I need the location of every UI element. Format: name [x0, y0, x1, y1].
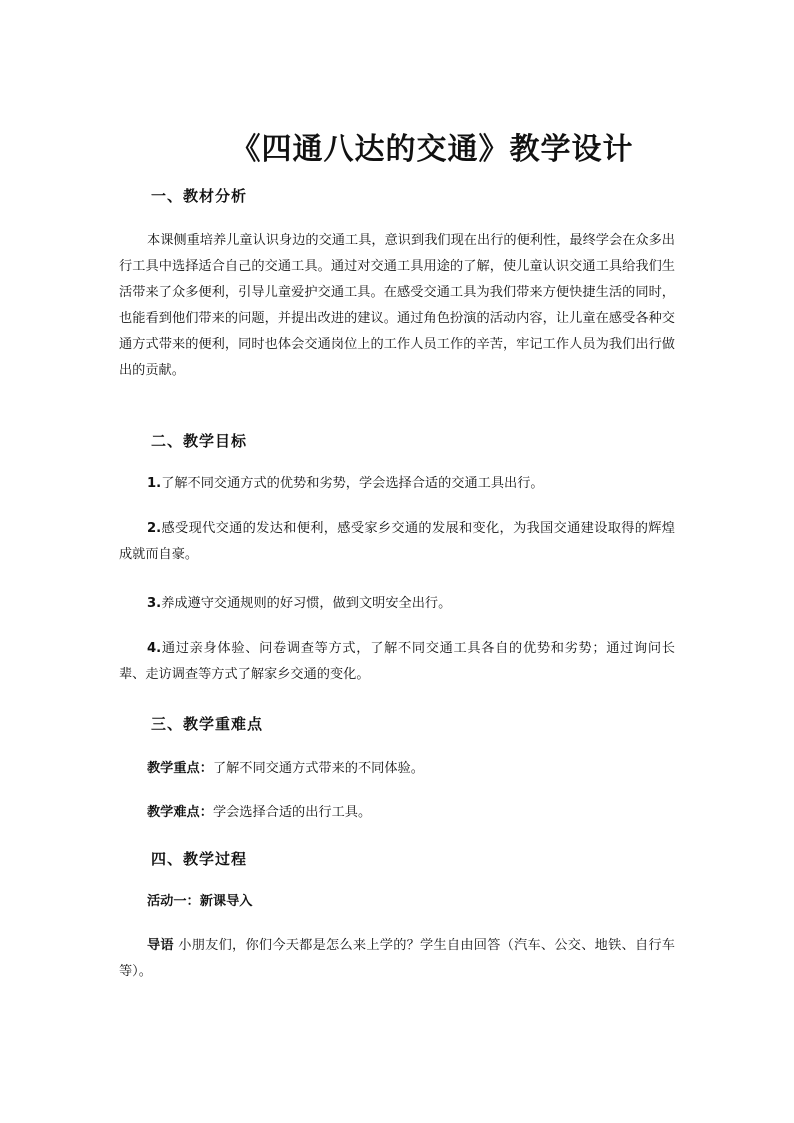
- goal-item-4: 4.通过亲身体验、问卷调查等方式，了解不同交通工具各自的优势和劣势；通过询问长辈、走访调查等方式了解家乡交通的变化。: [119, 641, 675, 682]
- difficult-point-line: 教学难点：学会选择合适的出行工具。: [147, 805, 372, 820]
- section-heading-key-points: 三、教学重难点: [151, 715, 264, 733]
- analysis-paragraph: 本课侧重培养儿童认识身边的交通工具，意识到我们现在出行的便利性，最终学会在众多出行工具中选择适合自己的交通工具。通过对交通工具用途的了解，使儿童认识交通工具给我们生活带来了众多便利，引导儿童爱护交通工具。在感受交通工具为我们带来方便快捷生活的同时，也能看到他们带来的问题，并提出改进的建议。通过角色扮演的活动内容，让儿童在感受各种交通方式带来的便利，同时也体会交通岗位上的工作人员工作的辛苦，牢记工作人员为我们出行做出的贡献。: [119, 233, 675, 378]
- goal-item-2: 2.感受现代交通的发达和便利，感受家乡交通的发展和变化，为我国交通建设取得的辉煌成就而自豪。: [119, 521, 675, 562]
- goal-item-3: 3.养成遵守交通规则的好习惯，做到文明安全出行。: [147, 596, 452, 611]
- activity-one-heading: 活动一：新课导入: [147, 894, 253, 909]
- section-heading-process: 四、教学过程: [151, 850, 248, 868]
- section-heading-goals: 二、教学目标: [151, 432, 248, 450]
- goal-item-1: 1.了解不同交通方式的优势和劣势，学会选择合适的交通工具出行。: [147, 476, 544, 491]
- intro-paragraph: 导语 小朋友们，你们今天都是怎么来上学的？学生自由回答（汽车、公交、地铁、自行车等）。: [119, 938, 675, 979]
- key-point-line: 教学重点：了解不同交通方式带来的不同体验。: [147, 761, 424, 776]
- section-heading-analysis: 一、教材分析: [151, 187, 248, 205]
- page-title: 《四通八达的交通》教学设计: [230, 132, 634, 167]
